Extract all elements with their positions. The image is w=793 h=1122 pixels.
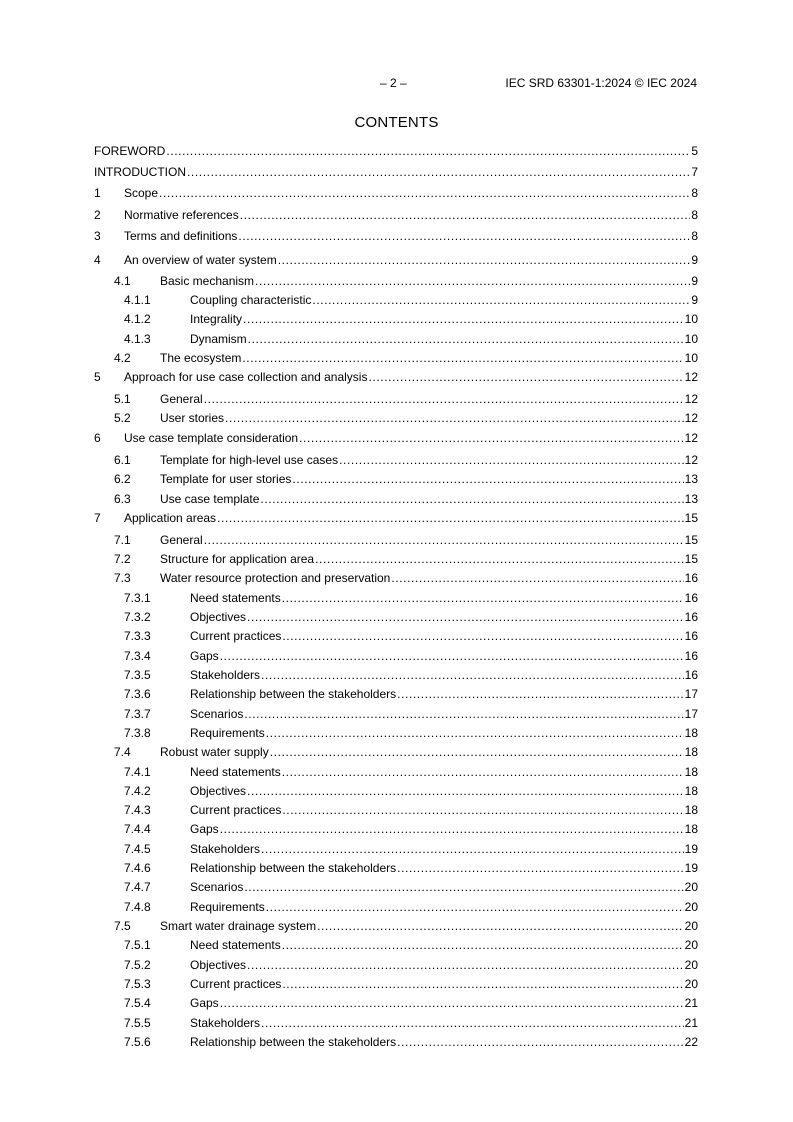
- toc-entry-number: 7.4.2: [124, 784, 151, 798]
- toc-entry-label: Need statements: [190, 591, 281, 605]
- toc-entry[interactable]: [94, 229, 698, 243]
- toc-entry-label: Template for user stories: [160, 472, 292, 486]
- toc-entry-label: Use case template consideration: [124, 431, 299, 445]
- toc-entry-label: Objectives: [190, 958, 247, 972]
- toc-entry-label: Relationship between the stakeholders: [190, 687, 397, 701]
- toc-entry-page: 8: [691, 186, 698, 200]
- toc-entry[interactable]: [94, 411, 698, 425]
- toc-leader-dots: [317, 919, 684, 933]
- toc-entry-label: Terms and definitions: [124, 229, 238, 243]
- toc-entry-page: 20: [684, 977, 698, 991]
- toc-entry-page: 9: [691, 253, 698, 267]
- toc-entry[interactable]: [94, 765, 698, 779]
- toc-entry[interactable]: [94, 453, 698, 467]
- toc-leader-dots: [217, 511, 684, 525]
- toc-entry-label: Requirements: [190, 900, 265, 914]
- toc-entry-label: Current practices: [190, 803, 282, 817]
- toc-leader-dots: [260, 492, 683, 506]
- toc-entry-page: 16: [684, 668, 698, 682]
- toc-leader-dots: [247, 784, 684, 798]
- toc-entry-number: 4.1: [114, 274, 131, 288]
- toc-leader-dots: [244, 707, 683, 721]
- page-number: – 2 –: [380, 76, 407, 90]
- toc-entry-page: 18: [684, 745, 698, 759]
- toc-entry-label: Integrality: [190, 312, 243, 326]
- toc-leader-dots: [339, 453, 684, 467]
- toc-entry-number: 7.4: [114, 745, 131, 759]
- toc-entry[interactable]: [94, 610, 698, 624]
- toc-entry-page: 15: [684, 552, 698, 566]
- toc-entry-number: 7.5.4: [124, 996, 151, 1010]
- toc-entry-label: User stories: [160, 411, 225, 425]
- toc-entry[interactable]: [94, 784, 698, 798]
- toc-entry-page: 18: [684, 765, 698, 779]
- toc-leader-dots: [255, 274, 690, 288]
- toc-entry-number: 7.4.4: [124, 822, 151, 836]
- toc-entry-page: 16: [684, 571, 698, 585]
- toc-entry-label: Application areas: [124, 511, 217, 525]
- toc-entry-label: Approach for use case collection and analysis: [124, 370, 368, 384]
- toc-leader-dots: [278, 253, 691, 267]
- toc-entry-number: 7.4.8: [124, 900, 151, 914]
- toc-entry-label: Structure for application area: [160, 552, 315, 566]
- page-header: [0, 76, 793, 92]
- toc-entry-page: 20: [684, 880, 698, 894]
- toc-entry-page: 19: [684, 842, 698, 856]
- toc-leader-dots: [266, 726, 684, 740]
- toc-entry-page: 16: [684, 610, 698, 624]
- toc-entry-number: 4.1.1: [124, 293, 151, 307]
- toc-entry-page: 22: [684, 1035, 698, 1049]
- toc-leader-dots: [187, 165, 690, 179]
- toc-entry[interactable]: [94, 571, 698, 585]
- toc-entry-label: Current practices: [190, 629, 282, 643]
- toc-entry[interactable]: [94, 880, 698, 894]
- toc-entry[interactable]: [94, 707, 698, 721]
- toc-entry-page: 17: [684, 707, 698, 721]
- toc-entry[interactable]: [94, 668, 698, 682]
- toc-leader-dots: [242, 351, 683, 365]
- toc-entry-number: 7.3.1: [124, 591, 151, 605]
- toc-entry[interactable]: [94, 472, 698, 486]
- toc-entry-number: 4.1.2: [124, 312, 151, 326]
- toc-entry[interactable]: [94, 977, 698, 991]
- toc-entry[interactable]: [94, 861, 698, 875]
- toc-entry[interactable]: [94, 803, 698, 817]
- toc-entry[interactable]: [94, 533, 698, 547]
- toc-entry-number: 7: [94, 511, 101, 525]
- toc-entry-number: 2: [94, 208, 101, 222]
- toc-entry-label: Scenarios: [190, 707, 244, 721]
- toc-entry-number: 6.1: [114, 453, 131, 467]
- toc-entry-label: Need statements: [190, 938, 281, 952]
- toc-entry-label: General: [160, 392, 203, 406]
- toc-entry-page: 21: [684, 996, 698, 1010]
- toc-entry-label: Robust water supply: [160, 745, 269, 759]
- toc-entry[interactable]: [94, 431, 698, 445]
- toc-entry[interactable]: [94, 900, 698, 914]
- toc-leader-dots: [282, 629, 683, 643]
- toc-entry-number: 7.4.5: [124, 842, 151, 856]
- toc-entry[interactable]: [94, 208, 698, 222]
- toc-entry-number: 7.3.3: [124, 629, 151, 643]
- toc-entry[interactable]: [94, 253, 698, 267]
- toc-entry[interactable]: [94, 332, 698, 346]
- toc-leader-dots: [166, 144, 690, 158]
- toc-entry-page: 9: [691, 293, 698, 307]
- toc-entry-page: 20: [684, 938, 698, 952]
- toc-entry-number: 7.2: [114, 552, 131, 566]
- toc-entry-page: 12: [684, 453, 698, 467]
- toc-entry-number: 5.2: [114, 411, 131, 425]
- toc-leader-dots: [368, 370, 683, 384]
- contents-title: CONTENTS: [354, 114, 439, 131]
- toc-leader-dots: [292, 472, 683, 486]
- toc-entry-number: 7.1: [114, 533, 131, 547]
- document-reference: IEC SRD 63301-1:2024 © IEC 2024: [505, 76, 697, 90]
- toc-entry-number: 7.5.3: [124, 977, 151, 991]
- toc-entry-number: 7.5.2: [124, 958, 151, 972]
- toc-leader-dots: [282, 765, 684, 779]
- toc-leader-dots: [282, 977, 683, 991]
- toc-entry-label: Objectives: [190, 610, 247, 624]
- toc-leader-dots: [204, 392, 684, 406]
- toc-entry[interactable]: [94, 629, 698, 643]
- toc-entry-page: 12: [684, 431, 698, 445]
- toc-entry[interactable]: [94, 649, 698, 663]
- toc-entry[interactable]: [94, 687, 698, 701]
- toc-leader-dots: [261, 1016, 684, 1030]
- toc-leader-dots: [220, 822, 684, 836]
- toc-entry-page: 10: [684, 351, 698, 365]
- toc-entry-page: 12: [684, 411, 698, 425]
- toc-entry-label: Stakeholders: [190, 842, 261, 856]
- toc-leader-dots: [397, 861, 684, 875]
- toc-entry-label: Need statements: [190, 765, 281, 779]
- toc-entry-number: 4: [94, 253, 101, 267]
- toc-entry-page: 12: [684, 392, 698, 406]
- toc-entry-number: 7.5.6: [124, 1035, 151, 1049]
- toc-leader-dots: [244, 880, 683, 894]
- toc-entry[interactable]: [94, 996, 698, 1010]
- toc-entry-label: Gaps: [190, 649, 219, 663]
- toc-entry-number: 7.3.5: [124, 668, 151, 682]
- toc-leader-dots: [282, 938, 684, 952]
- toc-entry-label: Relationship between the stakeholders: [190, 861, 397, 875]
- toc-entry-label: Objectives: [190, 784, 247, 798]
- toc-leader-dots: [247, 958, 684, 972]
- toc-entry-label: An overview of water system: [124, 253, 277, 267]
- toc-entry-label: Requirements: [190, 726, 265, 740]
- toc-entry[interactable]: [94, 842, 698, 856]
- toc-entry-number: 7.5.1: [124, 938, 151, 952]
- toc-entry-page: 10: [684, 312, 698, 326]
- toc-entry-page: 9: [691, 274, 698, 288]
- toc-entry[interactable]: [94, 919, 698, 933]
- toc-leader-dots: [261, 668, 684, 682]
- toc-entry-page: 12: [684, 370, 698, 384]
- toc-entry-label: The ecosystem: [160, 351, 242, 365]
- toc-entry-label: General: [160, 533, 203, 547]
- toc-leader-dots: [247, 610, 684, 624]
- toc-entry-number: 7.4.1: [124, 765, 151, 779]
- toc-leader-dots: [397, 687, 684, 701]
- toc-entry-label: Water resource protection and preservation: [160, 571, 391, 585]
- toc-entry-page: 18: [684, 784, 698, 798]
- toc-entry-label: Dynamism: [190, 332, 247, 346]
- toc-entry-label: Gaps: [190, 996, 219, 1010]
- toc-entry[interactable]: [94, 726, 698, 740]
- toc-entry-number: 3: [94, 229, 101, 243]
- toc-entry-page: 5: [691, 144, 698, 158]
- toc-entry[interactable]: [94, 1016, 698, 1030]
- toc-entry-page: 13: [684, 492, 698, 506]
- toc-leader-dots: [204, 533, 684, 547]
- toc-entry-number: 7.4.3: [124, 803, 151, 817]
- toc-entry[interactable]: [94, 144, 698, 158]
- toc-entry[interactable]: [94, 552, 698, 566]
- toc-entry[interactable]: [94, 293, 698, 307]
- toc-entry-page: 7: [691, 165, 698, 179]
- toc-entry-page: 20: [684, 919, 698, 933]
- toc-leader-dots: [266, 900, 684, 914]
- toc-entry[interactable]: [94, 312, 698, 326]
- toc-leader-dots: [238, 229, 690, 243]
- toc-entry-number: 6.3: [114, 492, 131, 506]
- toc-entry-label: Scope: [124, 186, 159, 200]
- toc-leader-dots: [220, 996, 684, 1010]
- toc-entry-number: 7.3.2: [124, 610, 151, 624]
- toc-leader-dots: [282, 803, 683, 817]
- toc-entry-number: 5.1: [114, 392, 131, 406]
- toc-entry[interactable]: [94, 938, 698, 952]
- toc-entry-number: 7.3.8: [124, 726, 151, 740]
- toc-leader-dots: [159, 186, 690, 200]
- toc-entry-number: 7.3.7: [124, 707, 151, 721]
- toc-leader-dots: [282, 591, 684, 605]
- toc-entry-number: 7.3.6: [124, 687, 151, 701]
- toc-entry[interactable]: [94, 822, 698, 836]
- toc-entry-number: 7.4.7: [124, 880, 151, 894]
- toc-entry[interactable]: [94, 511, 698, 525]
- toc-entry[interactable]: [94, 1035, 698, 1049]
- toc-entry-page: 18: [684, 726, 698, 740]
- toc-entry[interactable]: [94, 186, 698, 200]
- toc-entry-label: Coupling characteristic: [190, 293, 312, 307]
- toc-entry-label: Use case template: [160, 492, 260, 506]
- toc-entry-label: Scenarios: [190, 880, 244, 894]
- toc-entry-number: 6: [94, 431, 101, 445]
- toc-leader-dots: [261, 842, 684, 856]
- toc-entry-number: 4.2: [114, 351, 131, 365]
- toc-leader-dots: [315, 552, 684, 566]
- toc-entry-number: 7.3: [114, 571, 131, 585]
- toc-entry[interactable]: [94, 392, 698, 406]
- toc-entry[interactable]: [94, 165, 698, 179]
- toc-entry-number: 6.2: [114, 472, 131, 486]
- toc-leader-dots: [391, 571, 683, 585]
- toc-entry-page: 16: [684, 649, 698, 663]
- toc-leader-dots: [270, 745, 684, 759]
- toc-entry-number: 7.4.6: [124, 861, 151, 875]
- toc-entry[interactable]: [94, 492, 698, 506]
- toc-entry-label: Stakeholders: [190, 668, 261, 682]
- toc-entry-label: INTRODUCTION: [94, 165, 186, 179]
- toc-entry-page: 15: [684, 533, 698, 547]
- toc-entry[interactable]: [94, 958, 698, 972]
- toc-leader-dots: [240, 208, 691, 222]
- toc-entry-page: 20: [684, 958, 698, 972]
- toc-entry-number: 1: [94, 186, 101, 200]
- toc-entry-page: 15: [684, 511, 698, 525]
- toc-entry[interactable]: [94, 370, 698, 384]
- toc-entry[interactable]: [94, 591, 698, 605]
- toc-entry-number: 7.5.5: [124, 1016, 151, 1030]
- toc-entry-page: 21: [684, 1016, 698, 1030]
- toc-entry[interactable]: [94, 274, 698, 288]
- toc-entry-page: 20: [684, 900, 698, 914]
- toc-entry[interactable]: [94, 351, 698, 365]
- toc-entry[interactable]: [94, 745, 698, 759]
- toc-leader-dots: [243, 312, 684, 326]
- toc-entry-number: 5: [94, 370, 101, 384]
- toc-leader-dots: [220, 649, 684, 663]
- toc-leader-dots: [225, 411, 684, 425]
- toc-entry-label: Smart water drainage system: [160, 919, 317, 933]
- toc-entry-page: 18: [684, 803, 698, 817]
- toc-entry-page: 8: [691, 229, 698, 243]
- toc-leader-dots: [299, 431, 684, 445]
- toc-entry-label: Stakeholders: [190, 1016, 261, 1030]
- toc-entry-label: FOREWORD: [94, 144, 166, 158]
- toc-entry-number: 7.5: [114, 919, 131, 933]
- toc-entry-page: 10: [684, 332, 698, 346]
- toc-entry-page: 16: [684, 629, 698, 643]
- toc-entry-label: Basic mechanism: [160, 274, 255, 288]
- toc-entry-label: Relationship between the stakeholders: [190, 1035, 397, 1049]
- toc-entry-page: 16: [684, 591, 698, 605]
- toc-entry-page: 13: [684, 472, 698, 486]
- toc-entry-label: Normative references: [124, 208, 239, 222]
- toc-entry-label: Current practices: [190, 977, 282, 991]
- toc-entry-label: Template for high-level use cases: [160, 453, 339, 467]
- toc-entry-page: 8: [691, 208, 698, 222]
- toc-entry-page: 17: [684, 687, 698, 701]
- toc-entry-number: 4.1.3: [124, 332, 151, 346]
- toc-entry-number: 7.3.4: [124, 649, 151, 663]
- toc-leader-dots: [397, 1035, 684, 1049]
- toc-entry-page: 18: [684, 822, 698, 836]
- toc-entry-label: Gaps: [190, 822, 219, 836]
- toc-leader-dots: [312, 293, 690, 307]
- toc-leader-dots: [248, 332, 684, 346]
- toc-entry-page: 19: [684, 861, 698, 875]
